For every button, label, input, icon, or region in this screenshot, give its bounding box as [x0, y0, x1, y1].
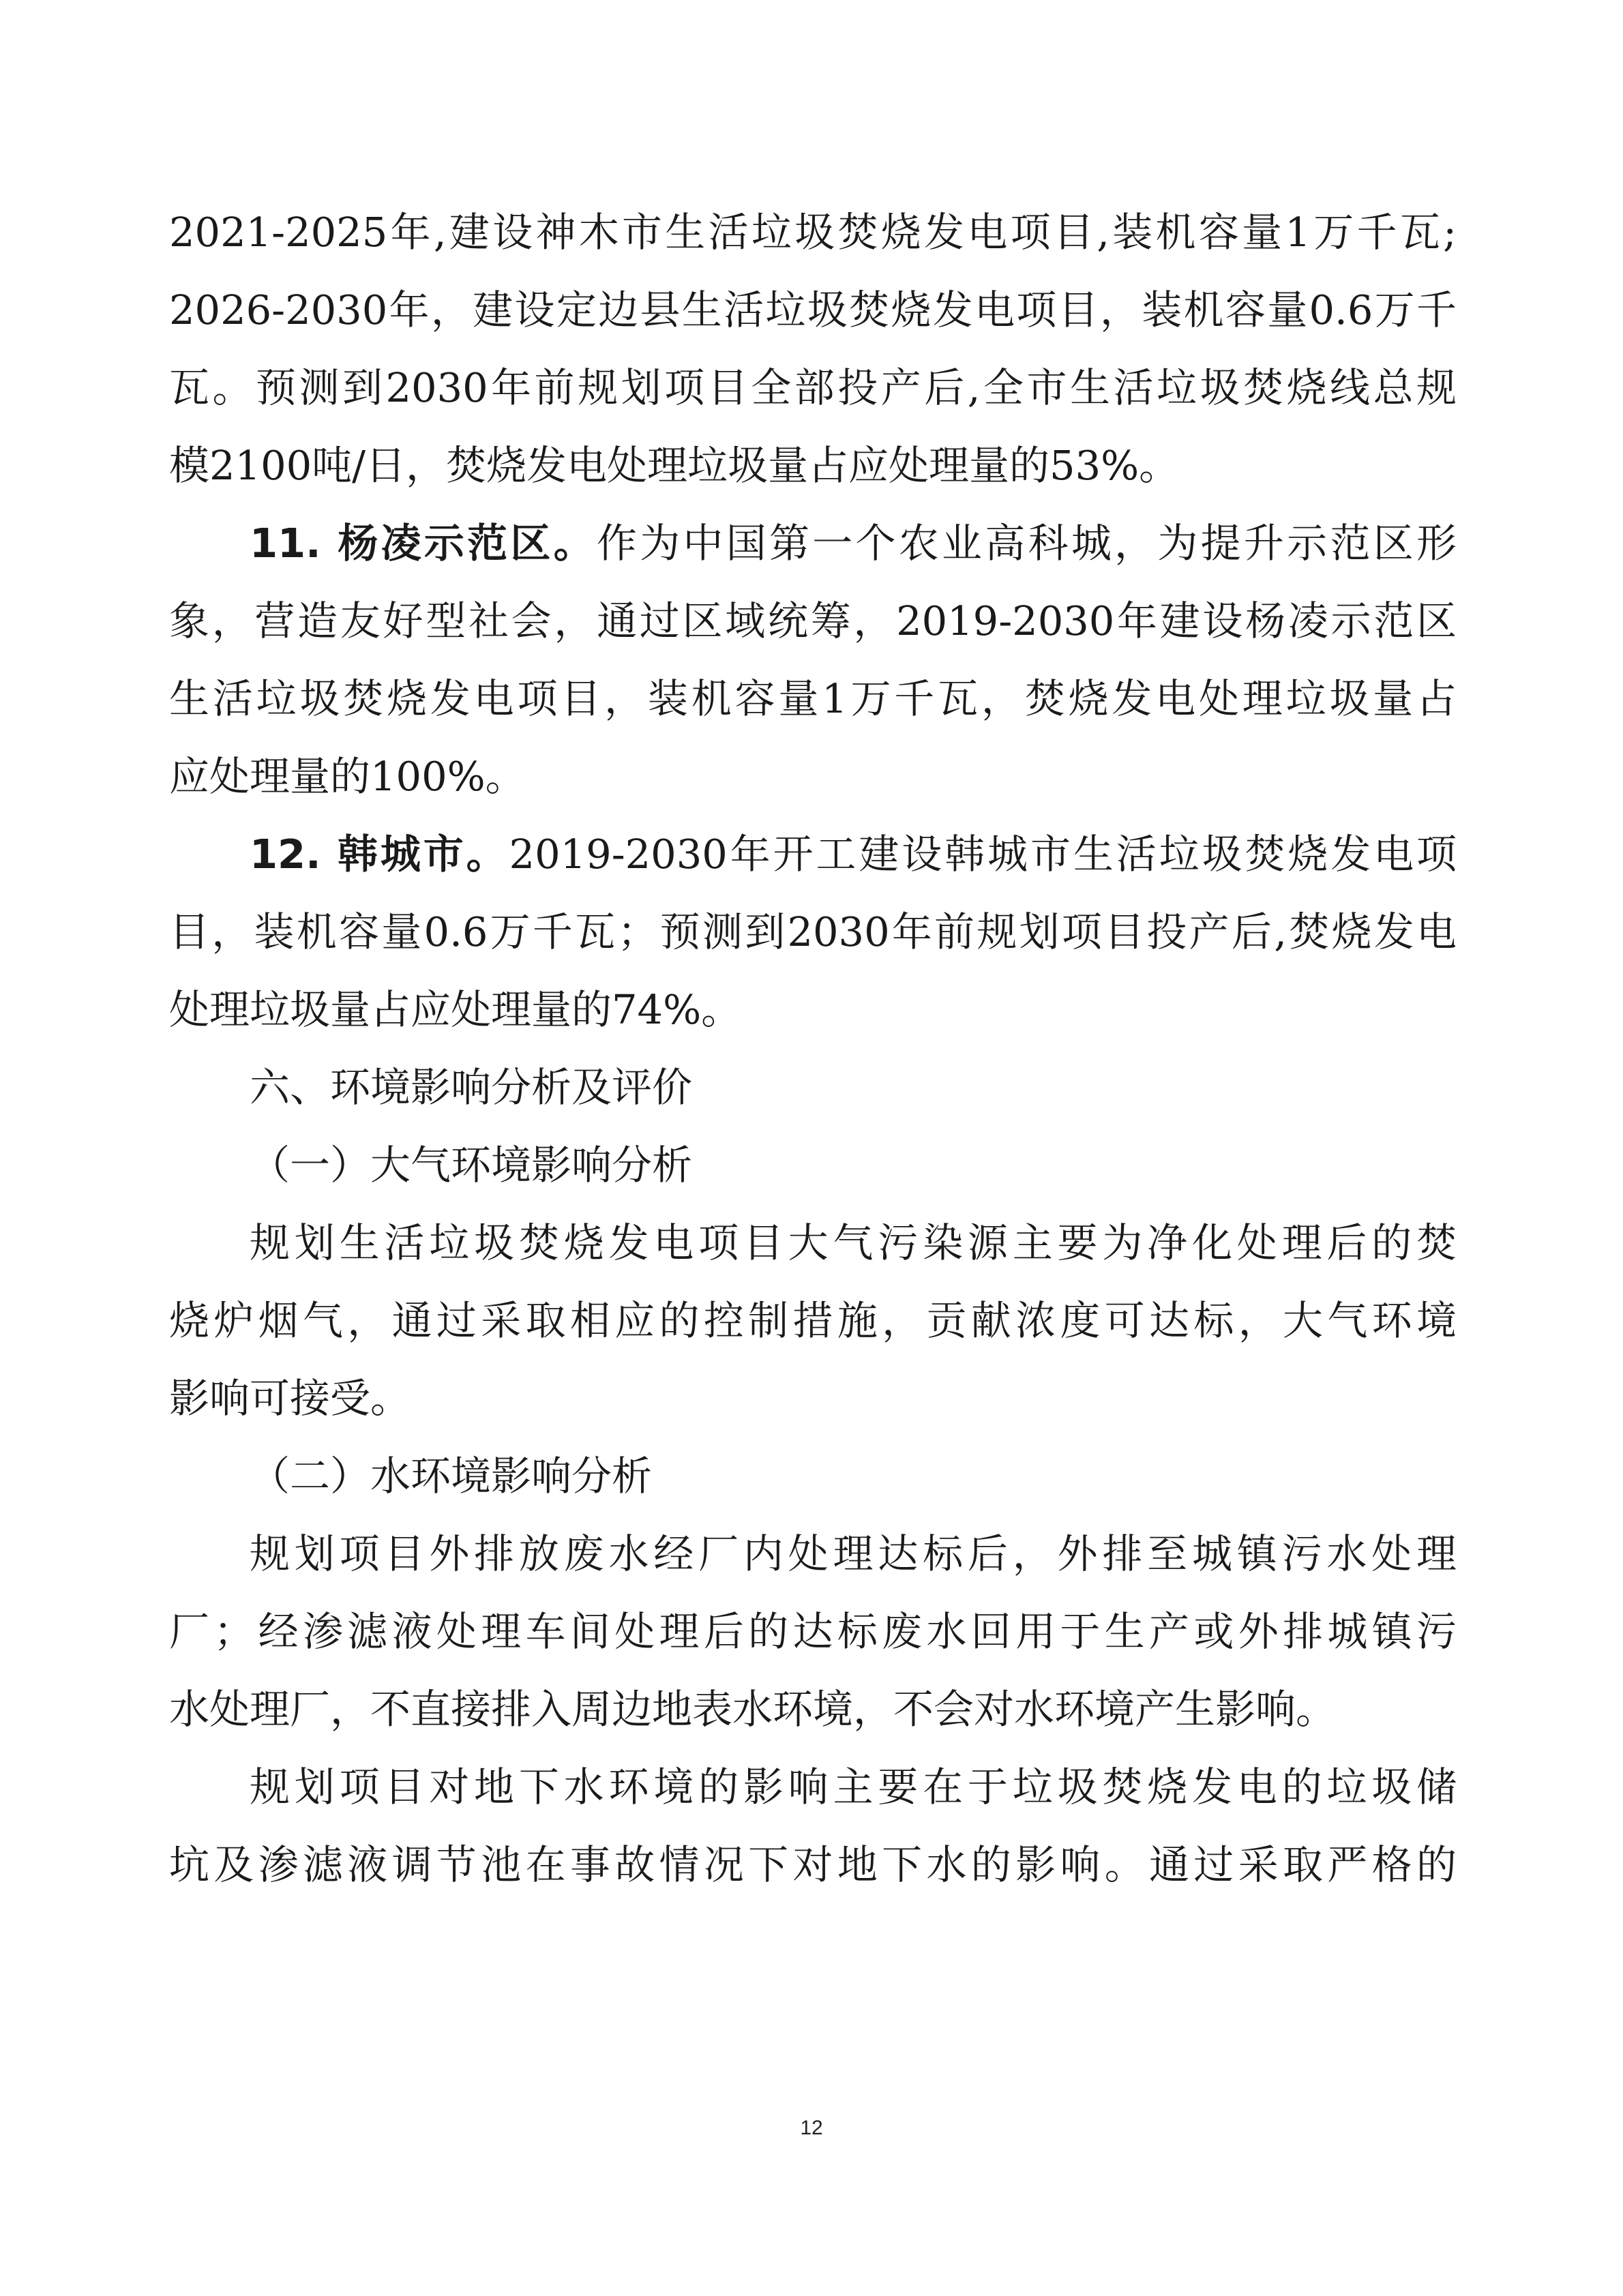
text-line: 瓦。预测到2030年前规划项目全部投产后,全市生活垃圾焚烧线总规 — [169, 364, 1457, 411]
text-line: 2021-2025年,建设神木市生活垃圾焚烧发电项目,装机容量1万千瓦; — [169, 209, 1457, 256]
item-lead-yangling: 11. 杨凌示范区。 — [250, 520, 597, 567]
text-line: 处理垃圾量占应处理量的74%。 — [169, 986, 742, 1033]
text-line — [169, 816, 1457, 893]
text-line — [169, 505, 1457, 582]
page-number: 12 — [800, 2117, 823, 2139]
subsection-heading-water: （二）水环境影响分析 — [250, 1452, 653, 1500]
paragraph-yangling — [169, 505, 1457, 816]
text-line: 象，营造友好型社会，通过区域统筹，2019-2030年建设杨凌示范区 — [169, 597, 1457, 644]
text-run: 2019-2030年开工建设韩城市生活垃圾焚烧发电项 — [509, 831, 1457, 878]
text-line: 模2100吨/日，焚烧发电处理垃圾量占应处理量的53%。 — [169, 442, 1180, 489]
text-line: 烧炉烟气，通过采取相应的控制措施，贡献浓度可达标，大气环境 — [169, 1297, 1457, 1344]
subsection-heading-air: （一）大气环境影响分析 — [250, 1142, 693, 1189]
section-heading: 六、环境影响分析及评价 — [250, 1064, 693, 1111]
text-line: 规划项目外排放废水经厂内处理达标后，外排至城镇污水处理 — [250, 1530, 1457, 1577]
item-lead-hancheng: 12. 韩城市。 — [250, 831, 509, 878]
document-body — [169, 194, 1457, 1904]
text-line: 2026-2030年，建设定边县生活垃圾焚烧发电项目，装机容量0.6万千 — [169, 286, 1457, 333]
paragraph-air — [169, 1204, 1457, 1437]
text-line: 规划生活垃圾焚烧发电项目大气污染源主要为净化处理后的焚 — [250, 1219, 1457, 1266]
paragraph-hancheng — [169, 816, 1457, 1049]
text-line: 影响可接受。 — [169, 1375, 411, 1422]
text-line: 厂；经渗滤液处理车间处理后的达标废水回用于生产或外排城镇污 — [169, 1608, 1457, 1655]
paragraph-water-ground — [169, 1748, 1457, 1904]
paragraph-shenmu-dingbian — [169, 194, 1457, 505]
text-line: 目，装机容量0.6万千瓦；预测到2030年前规划项目投产后,焚烧发电 — [169, 908, 1457, 955]
text-line: 规划项目对地下水环境的影响主要在于垃圾焚烧发电的垃圾储 — [250, 1763, 1457, 1810]
text-line: 生活垃圾焚烧发电项目，装机容量1万千瓦，焚烧发电处理垃圾量占 — [169, 675, 1457, 722]
text-run: 作为中国第一个农业高科城，为提升示范区形 — [596, 520, 1457, 567]
paragraph-water-surface — [169, 1515, 1457, 1748]
text-line: 水处理厂，不直接排入周边地表水环境，不会对水环境产生影响。 — [169, 1686, 1337, 1733]
text-line: 坑及渗滤液调节池在事故情况下对地下水的影响。通过采取严格的 — [169, 1841, 1457, 1888]
text-line: 应处理量的100%。 — [169, 753, 526, 800]
